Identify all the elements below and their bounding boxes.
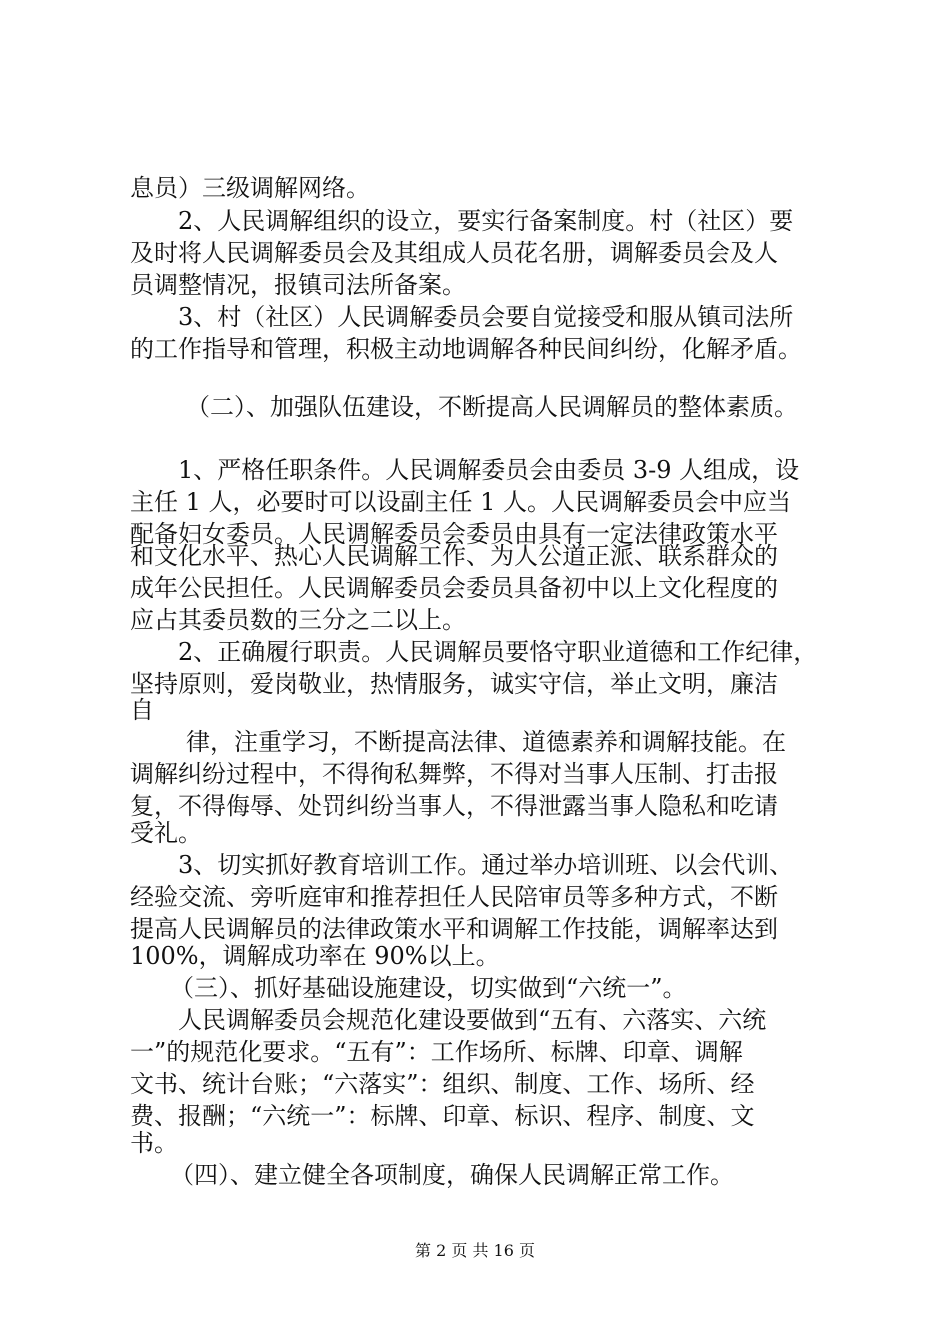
text-line: 2、正确履行职责。人民调解员要恪守职业道德和工作纪律，: [178, 638, 818, 666]
text-line: 员调整情况，报镇司法所备案。: [130, 271, 466, 299]
text-line: 复，不得侮辱、处罚纠纷当事人，不得泄露当事人隐私和吃请: [130, 792, 778, 820]
text-line: 成年公民担任。人民调解委员会委员具备初中以上文化程度的: [130, 574, 778, 602]
text-line: 受礼。: [130, 819, 202, 847]
text-line: 主任 1 人，必要时可以设副主任 1 人。人民调解委员会中应当: [130, 488, 792, 516]
text-line: 2、人民调解组织的设立，要实行备案制度。村（社区）要: [178, 207, 794, 235]
text-line: 坚持原则，爱岗敬业，热情服务，诚实守信，举止文明，廉洁: [130, 670, 778, 698]
text-line: 应占其委员数的三分之二以上。: [130, 606, 466, 634]
section-heading: （二）、加强队伍建设，不断提高人民调解员的整体素质。: [186, 393, 798, 421]
text-line: 文书、统计台账；“六落实”：组织、制度、工作、场所、经: [130, 1070, 755, 1098]
text-line: 提高人民调解员的法律政策水平和调解工作技能，调解率达到: [130, 915, 778, 943]
text-line: 3、村（社区）人民调解委员会要自觉接受和服从镇司法所: [178, 303, 794, 331]
text-line: 经验交流、旁听庭审和推荐担任人民陪审员等多种方式，不断: [130, 883, 778, 911]
text-line: 3、切实抓好教育培训工作。通过举办培训班、以会代训、: [178, 851, 794, 879]
text-line: 调解纠纷过程中，不得徇私舞弊，不得对当事人压制、打击报: [130, 760, 778, 788]
text-line: 及时将人民调解委员会及其组成人员花名册，调解委员会及人: [130, 239, 778, 267]
page-footer: 第 2 页 共 16 页: [415, 1241, 535, 1260]
text-line: 人民调解委员会规范化建设要做到“五有、六落实、六统: [178, 1006, 767, 1034]
text-line: 书。: [130, 1129, 178, 1157]
text-line: 律，注重学习，不断提高法律、道德素养和调解技能。在: [186, 728, 786, 756]
text-line: 100%，调解成功率在 90%以上。: [130, 942, 500, 970]
section-heading: （三）、抓好基础设施建设，切实做到“六统一”。: [170, 974, 687, 1002]
text-line: 的工作指导和管理，积极主动地调解各种民间纠纷，化解矛盾。: [130, 335, 802, 363]
text-line: 息员）三级调解网络。: [130, 174, 370, 202]
text-line: 1、严格任职条件。人民调解委员会由委员 3-9 人组成，设: [178, 456, 800, 484]
text-line: 和文化水平、热心人民调解工作、为人公道正派、联系群众的: [130, 542, 778, 570]
section-heading: （四）、建立健全各项制度，确保人民调解正常工作。: [170, 1161, 734, 1189]
text-line: 自: [130, 696, 154, 724]
text-line: 配备妇女委员。人民调解委员会委员由具有一定法律政策水平: [130, 520, 778, 548]
text-line: 费、报酬；“六统一”：标牌、印章、标识、程序、制度、文: [130, 1102, 755, 1130]
text-line: 一”的规范化要求。“五有”：工作场所、标牌、印章、调解: [130, 1038, 743, 1066]
